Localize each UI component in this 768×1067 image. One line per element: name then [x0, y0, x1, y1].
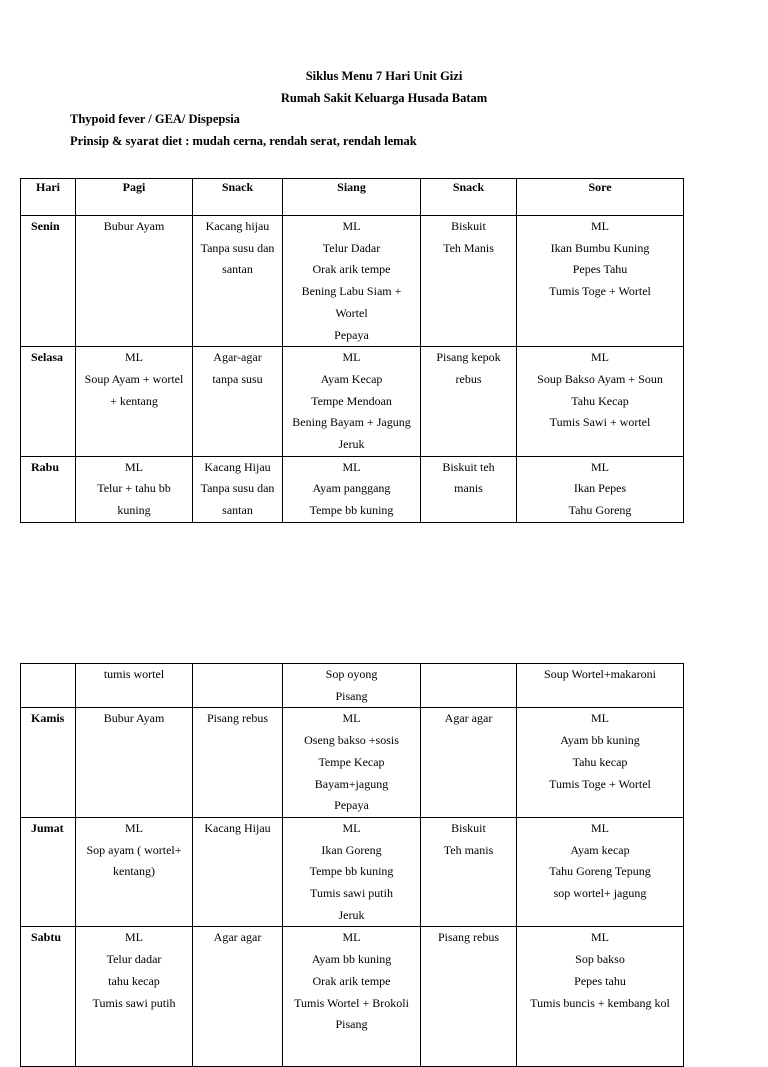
menu-item: ML — [342, 459, 361, 474]
menu-item: Pisang kepok — [436, 350, 501, 365]
menu-item: Biskuit teh — [442, 459, 495, 474]
cell-siang — [283, 817, 421, 927]
menu-item: Tahu Goreng — [568, 503, 632, 518]
cell-snack1 — [193, 347, 283, 457]
menu-item: manis — [454, 481, 483, 496]
menu-table-page-2 — [20, 663, 684, 1067]
menu-item: Ayam bb kuning — [311, 952, 392, 967]
cell-sore — [517, 216, 684, 347]
menu-item: Oseng bakso +sosis — [304, 733, 399, 748]
menu-item: ML — [342, 930, 361, 945]
menu-item: Tumis buncis + kembang kol — [530, 995, 670, 1010]
menu-item: Tumis sawi putih — [92, 995, 176, 1010]
menu-item: ML — [342, 350, 361, 365]
menu-item: Tumis sawi putih — [310, 886, 393, 901]
cell-snack2 — [421, 456, 517, 522]
menu-item: Soup Bakso Ayam + Soun — [537, 371, 663, 386]
menu-item: ML — [125, 820, 143, 835]
menu-item: Pisang rebus — [438, 930, 499, 945]
table-row — [21, 708, 684, 818]
menu-item: Sop ayam ( wortel+ — [86, 842, 182, 857]
menu-item: Tumis Sawi + wortel — [549, 415, 651, 430]
menu-item: Agar-agar — [213, 350, 262, 365]
cell-snack1 — [193, 708, 283, 818]
cell-snack1 — [193, 664, 283, 708]
menu-item: Soup Ayam + wortel — [84, 371, 184, 386]
cell-pagi — [76, 817, 193, 927]
table-header-row — [21, 179, 684, 216]
menu-item: ML — [342, 219, 361, 233]
cell-snack1 — [193, 817, 283, 927]
menu-item: Tempe bb kuning — [309, 503, 394, 518]
title-line-2: Rumah Sakit Keluarga Husada Batam — [280, 91, 488, 105]
menu-item: ML — [591, 350, 609, 365]
cell-siang — [283, 664, 421, 708]
menu-item: Bubur Ayam — [103, 219, 165, 233]
column-header-snack-2: Snack — [421, 179, 517, 216]
menu-table-page-1 — [20, 178, 684, 523]
cell-sore — [517, 347, 684, 457]
menu-item: Teh manis — [443, 842, 494, 857]
cell-sore — [517, 927, 684, 1067]
menu-item: Biskuit — [451, 219, 486, 233]
menu-item: tanpa susu — [212, 371, 263, 386]
cell-siang — [283, 216, 421, 347]
menu-item: santan — [222, 503, 253, 518]
menu-item: Tanpa susu dan — [200, 481, 275, 496]
day-cell: Senin — [21, 216, 76, 347]
cell-pagi — [76, 664, 193, 708]
menu-item: Jeruk — [338, 907, 365, 922]
menu-item: Sop bakso — [575, 952, 625, 967]
table-row — [21, 347, 684, 457]
menu-item: ML — [591, 930, 609, 945]
menu-item: ML — [125, 350, 143, 365]
menu-item: Soup Wortel+makaroni — [544, 667, 656, 681]
column-header-snack: Snack — [193, 179, 283, 216]
day-cell: Kamis — [21, 708, 76, 818]
cell-snack2 — [421, 927, 517, 1067]
menu-item: Bening Bayam + Jagung — [292, 415, 411, 430]
menu-item: Biskuit — [451, 820, 486, 835]
menu-item: Ikan Bumbu Kuning — [550, 240, 650, 255]
menu-item: Tempe Kecap — [318, 754, 385, 769]
diagnosis-line: Thypoid fever / GEA/ Dispepsia — [70, 112, 240, 126]
menu-item: Orak arik tempe — [312, 262, 391, 277]
cell-siang — [283, 927, 421, 1067]
table-row — [21, 216, 684, 347]
menu-item: Tumis Toge + Wortel — [549, 776, 651, 791]
menu-item: Pisang — [335, 1017, 368, 1032]
menu-item: Tahu kecap — [572, 754, 628, 769]
menu-item: Ayam Kecap — [320, 371, 383, 386]
cell-snack1 — [193, 927, 283, 1067]
table-row — [21, 817, 684, 927]
menu-item: ML — [342, 820, 361, 835]
menu-item: Tempe Mendoan — [311, 393, 392, 408]
menu-item: Telur Dadar — [322, 240, 381, 255]
menu-item: ML — [125, 459, 143, 474]
cell-snack2 — [421, 708, 517, 818]
cell-siang — [283, 347, 421, 457]
menu-item: Pepes tahu — [574, 973, 626, 988]
column-header-hari: Hari — [21, 179, 76, 216]
menu-item: Agar agar — [444, 711, 493, 726]
title-line-1: Siklus Menu 7 Hari Unit Gizi — [305, 69, 463, 83]
table-row — [21, 927, 684, 1067]
menu-item: Pisang rebus — [207, 711, 268, 726]
cell-siang — [283, 456, 421, 522]
menu-item: Tanpa susu dan — [200, 240, 275, 255]
menu-item: Ayam kecap — [570, 842, 630, 857]
menu-item: Telur + tahu bb — [97, 481, 171, 496]
menu-item: Telur dadar — [106, 952, 162, 967]
menu-item: Pisang — [335, 688, 368, 703]
cell-snack1 — [193, 216, 283, 347]
menu-item: Sop oyong — [325, 667, 378, 681]
cell-snack2 — [421, 664, 517, 708]
menu-item: Teh Manis — [443, 240, 494, 255]
menu-item: Tempe bb kuning — [309, 864, 394, 879]
menu-item: ML — [591, 711, 609, 726]
cell-siang — [283, 708, 421, 818]
menu-item: Bening Labu Siam + — [301, 284, 402, 299]
cell-pagi — [76, 927, 193, 1067]
cell-sore — [517, 664, 684, 708]
menu-item: Pepaya — [334, 798, 369, 813]
menu-item: Kacang hijau — [205, 219, 270, 233]
table-row — [21, 664, 684, 708]
column-header-siang: Siang — [283, 179, 421, 216]
menu-item: Kacang Hijau — [204, 820, 271, 835]
menu-item: Kacang Hijau — [204, 459, 271, 474]
menu-item: Tumis Wortel + Brokoli — [294, 995, 409, 1010]
menu-item: ML — [591, 219, 609, 233]
day-cell: Rabu — [21, 456, 76, 522]
cell-snack2 — [421, 216, 517, 347]
day-cell: Jumat — [21, 817, 76, 927]
menu-item: Ikan Pepes — [573, 481, 627, 496]
menu-item: Orak arik tempe — [312, 973, 391, 988]
menu-item: + kentang — [110, 393, 158, 408]
menu-item: Jeruk — [338, 437, 365, 452]
menu-item: ML — [125, 930, 143, 945]
column-header-sore: Sore — [517, 179, 684, 216]
menu-item: tumis wortel — [103, 667, 165, 681]
menu-item: Ayam bb kuning — [560, 733, 640, 748]
column-header-pagi: Pagi — [76, 179, 193, 216]
cell-pagi — [76, 347, 193, 457]
menu-item: Ikan Goreng — [321, 842, 382, 857]
cell-pagi — [76, 456, 193, 522]
day-cell: Selasa — [21, 347, 76, 457]
cell-snack2 — [421, 817, 517, 927]
menu-item: tahu kecap — [108, 973, 160, 988]
menu-item: ML — [591, 820, 609, 835]
menu-item: Tahu Goreng Tepung — [549, 864, 651, 879]
menu-item: Wortel — [335, 305, 368, 320]
menu-item: sop wortel+ jagung — [553, 886, 647, 901]
menu-item: ML — [342, 711, 361, 726]
diet-principles-line: Prinsip & syarat diet : mudah cerna, rendah serat, rendah lemak — [70, 134, 417, 148]
cell-sore — [517, 456, 684, 522]
menu-item: rebus — [455, 371, 482, 386]
menu-item: Agar agar — [213, 930, 262, 945]
menu-item: ML — [591, 459, 609, 474]
cell-sore — [517, 817, 684, 927]
day-cell: Sabtu — [21, 927, 76, 1067]
menu-item: Ayam panggang — [312, 481, 391, 496]
cell-pagi — [76, 708, 193, 818]
menu-item: santan — [222, 262, 253, 277]
table-row — [21, 456, 684, 522]
menu-item: Tahu Kecap — [571, 393, 629, 408]
menu-item: Bayam+jagung — [314, 776, 389, 791]
cell-sore — [517, 708, 684, 818]
menu-item: Bubur Ayam — [103, 711, 165, 726]
cell-pagi — [76, 216, 193, 347]
menu-item: kentang) — [113, 864, 155, 879]
cell-snack2 — [421, 347, 517, 457]
menu-item: Pepaya — [334, 327, 369, 342]
menu-item: Tumis Toge + Wortel — [549, 284, 651, 299]
menu-item: kuning — [117, 503, 151, 518]
day-cell — [21, 664, 76, 708]
cell-snack1 — [193, 456, 283, 522]
menu-item: Pepes Tahu — [572, 262, 628, 277]
